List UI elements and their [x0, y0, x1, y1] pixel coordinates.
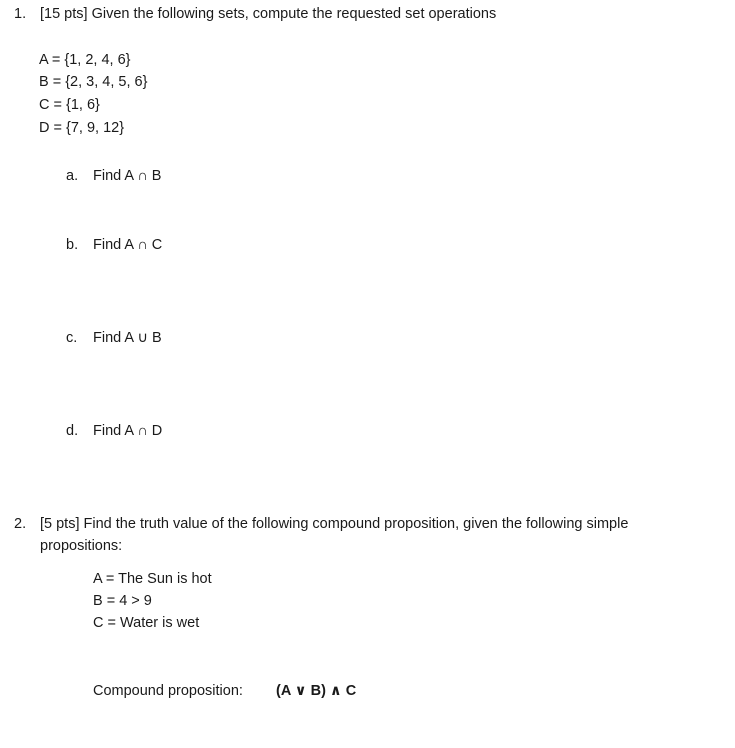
- part-c-label: c.: [66, 330, 78, 346]
- question-1-number: 1.: [14, 6, 27, 22]
- set-b: B = {2, 3, 4, 5, 6}: [39, 74, 148, 90]
- question-2-heading-line-1: [5 pts] Find the truth value of the following compound proposition, given the following simple: [40, 516, 629, 532]
- question-2-heading-line-2: propositions:: [40, 538, 123, 554]
- part-a-text: Find A ∩ B: [93, 168, 162, 184]
- proposition-a: A = The Sun is hot: [93, 571, 212, 587]
- compound-proposition-expression: (A ∨ B) ∧ C: [276, 683, 357, 699]
- part-c-text: Find A ∪ B: [93, 330, 162, 346]
- proposition-c: C = Water is wet: [93, 615, 200, 631]
- question-2-number: 2.: [14, 516, 27, 532]
- proposition-b: B = 4 > 9: [93, 593, 152, 609]
- compound-proposition-label: Compound proposition:: [93, 683, 243, 699]
- part-d-text: Find A ∩ D: [93, 423, 163, 439]
- question-1-heading: [15 pts] Given the following sets, compute the requested set operations: [40, 6, 497, 22]
- part-b-text: Find A ∩ C: [93, 237, 163, 253]
- part-d-label: d.: [66, 423, 79, 439]
- part-a-label: a.: [66, 168, 79, 184]
- set-d: D = {7, 9, 12}: [39, 120, 125, 136]
- set-a: A = {1, 2, 4, 6}: [39, 52, 131, 68]
- part-b-label: b.: [66, 237, 79, 253]
- set-c: C = {1, 6}: [39, 97, 100, 113]
